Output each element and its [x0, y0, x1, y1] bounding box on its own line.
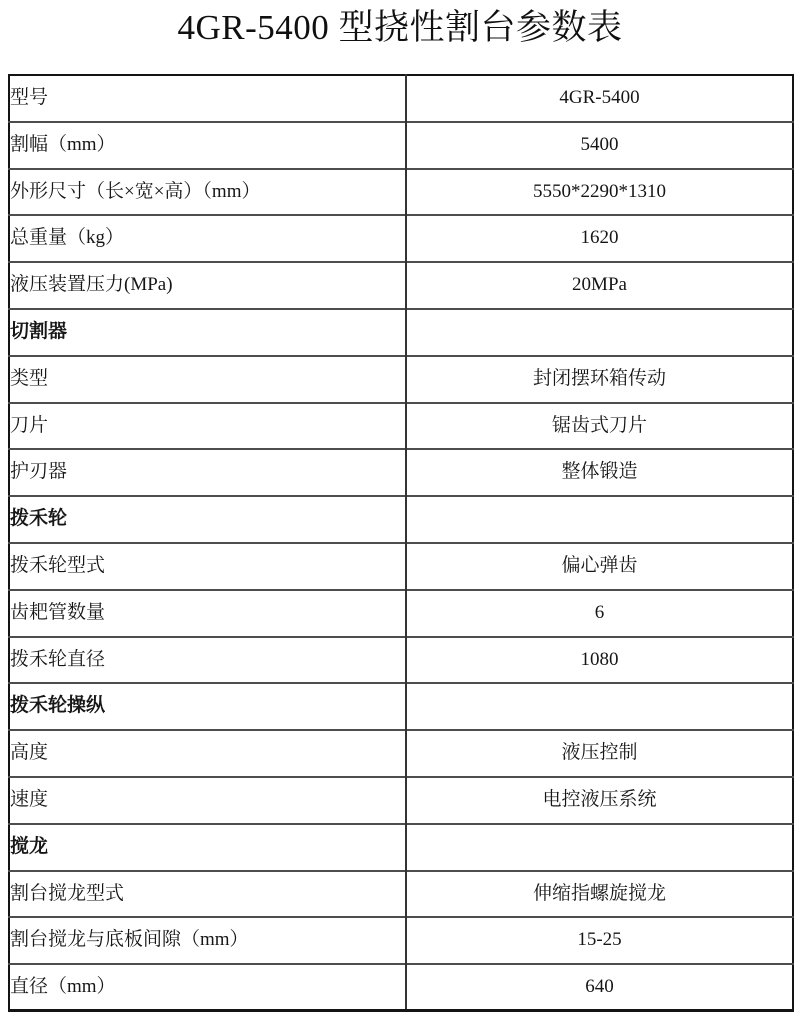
param-value-cell: 640	[406, 964, 793, 1011]
param-label-cell: 齿耙管数量	[9, 590, 406, 637]
table-row	[9, 871, 793, 918]
param-label-cell: 切割器	[9, 309, 406, 356]
param-value-cell	[406, 683, 793, 730]
table-row	[9, 730, 793, 777]
param-label-cell: 直径（mm）	[9, 964, 406, 1011]
param-value-cell	[406, 824, 793, 871]
table-row	[9, 590, 793, 637]
param-label-cell: 割幅（mm）	[9, 122, 406, 169]
param-value-cell: 1080	[406, 637, 793, 684]
table-row	[9, 356, 793, 403]
param-label-cell: 割台搅龙型式	[9, 871, 406, 918]
param-value-cell: 1620	[406, 215, 793, 262]
section-row	[9, 496, 793, 543]
table-row	[9, 449, 793, 496]
section-row	[9, 824, 793, 871]
param-value-cell: 液压控制	[406, 730, 793, 777]
table-row	[9, 777, 793, 824]
parameter-table	[8, 74, 794, 1012]
param-label-cell: 外形尺寸（长×宽×高）（mm）	[9, 169, 406, 216]
param-label-cell: 类型	[9, 356, 406, 403]
table-row	[9, 75, 793, 122]
param-label-cell: 型号	[9, 75, 406, 122]
section-row	[9, 683, 793, 730]
param-label-cell: 总重量（kg）	[9, 215, 406, 262]
param-label-cell: 护刃器	[9, 449, 406, 496]
param-label-cell: 拨禾轮操纵	[9, 683, 406, 730]
table-row	[9, 262, 793, 309]
param-value-cell: 偏心弹齿	[406, 543, 793, 590]
param-label-cell: 拨禾轮	[9, 496, 406, 543]
param-label-cell: 高度	[9, 730, 406, 777]
param-value-cell: 6	[406, 590, 793, 637]
param-value-cell: 整体锻造	[406, 449, 793, 496]
param-value-cell: 伸缩指螺旋搅龙	[406, 871, 793, 918]
param-label-cell: 速度	[9, 777, 406, 824]
param-label-cell: 拨禾轮型式	[9, 543, 406, 590]
param-label-cell: 搅龙	[9, 824, 406, 871]
table-row	[9, 169, 793, 216]
table-row	[9, 403, 793, 450]
table-row	[9, 122, 793, 169]
param-value-cell	[406, 496, 793, 543]
param-label-cell: 割台搅龙与底板间隙（mm）	[9, 917, 406, 964]
param-value-cell: 锯齿式刀片	[406, 403, 793, 450]
param-label-cell: 刀片	[9, 403, 406, 450]
table-row	[9, 215, 793, 262]
param-value-cell: 5550*2290*1310	[406, 169, 793, 216]
param-value-cell: 4GR-5400	[559, 87, 640, 108]
table-row	[9, 637, 793, 684]
param-label-cell: 液压装置压力(MPa)	[9, 262, 406, 309]
table-row	[9, 964, 793, 1011]
param-value-cell	[406, 309, 793, 356]
param-value-cell: 15-25	[406, 917, 793, 964]
section-row	[9, 309, 793, 356]
table-row	[9, 917, 793, 964]
page-title: 4GR-5400 型挠性割台参数表	[177, 8, 623, 47]
param-label-cell: 拨禾轮直径	[9, 637, 406, 684]
table-row	[9, 543, 793, 590]
param-value-cell: 20MPa	[406, 262, 793, 309]
param-table-body	[9, 75, 793, 1011]
param-value-cell: 电控液压系统	[406, 777, 793, 824]
param-value-cell: 封闭摆环箱传动	[406, 356, 793, 403]
param-value-cell: 5400	[406, 122, 793, 169]
